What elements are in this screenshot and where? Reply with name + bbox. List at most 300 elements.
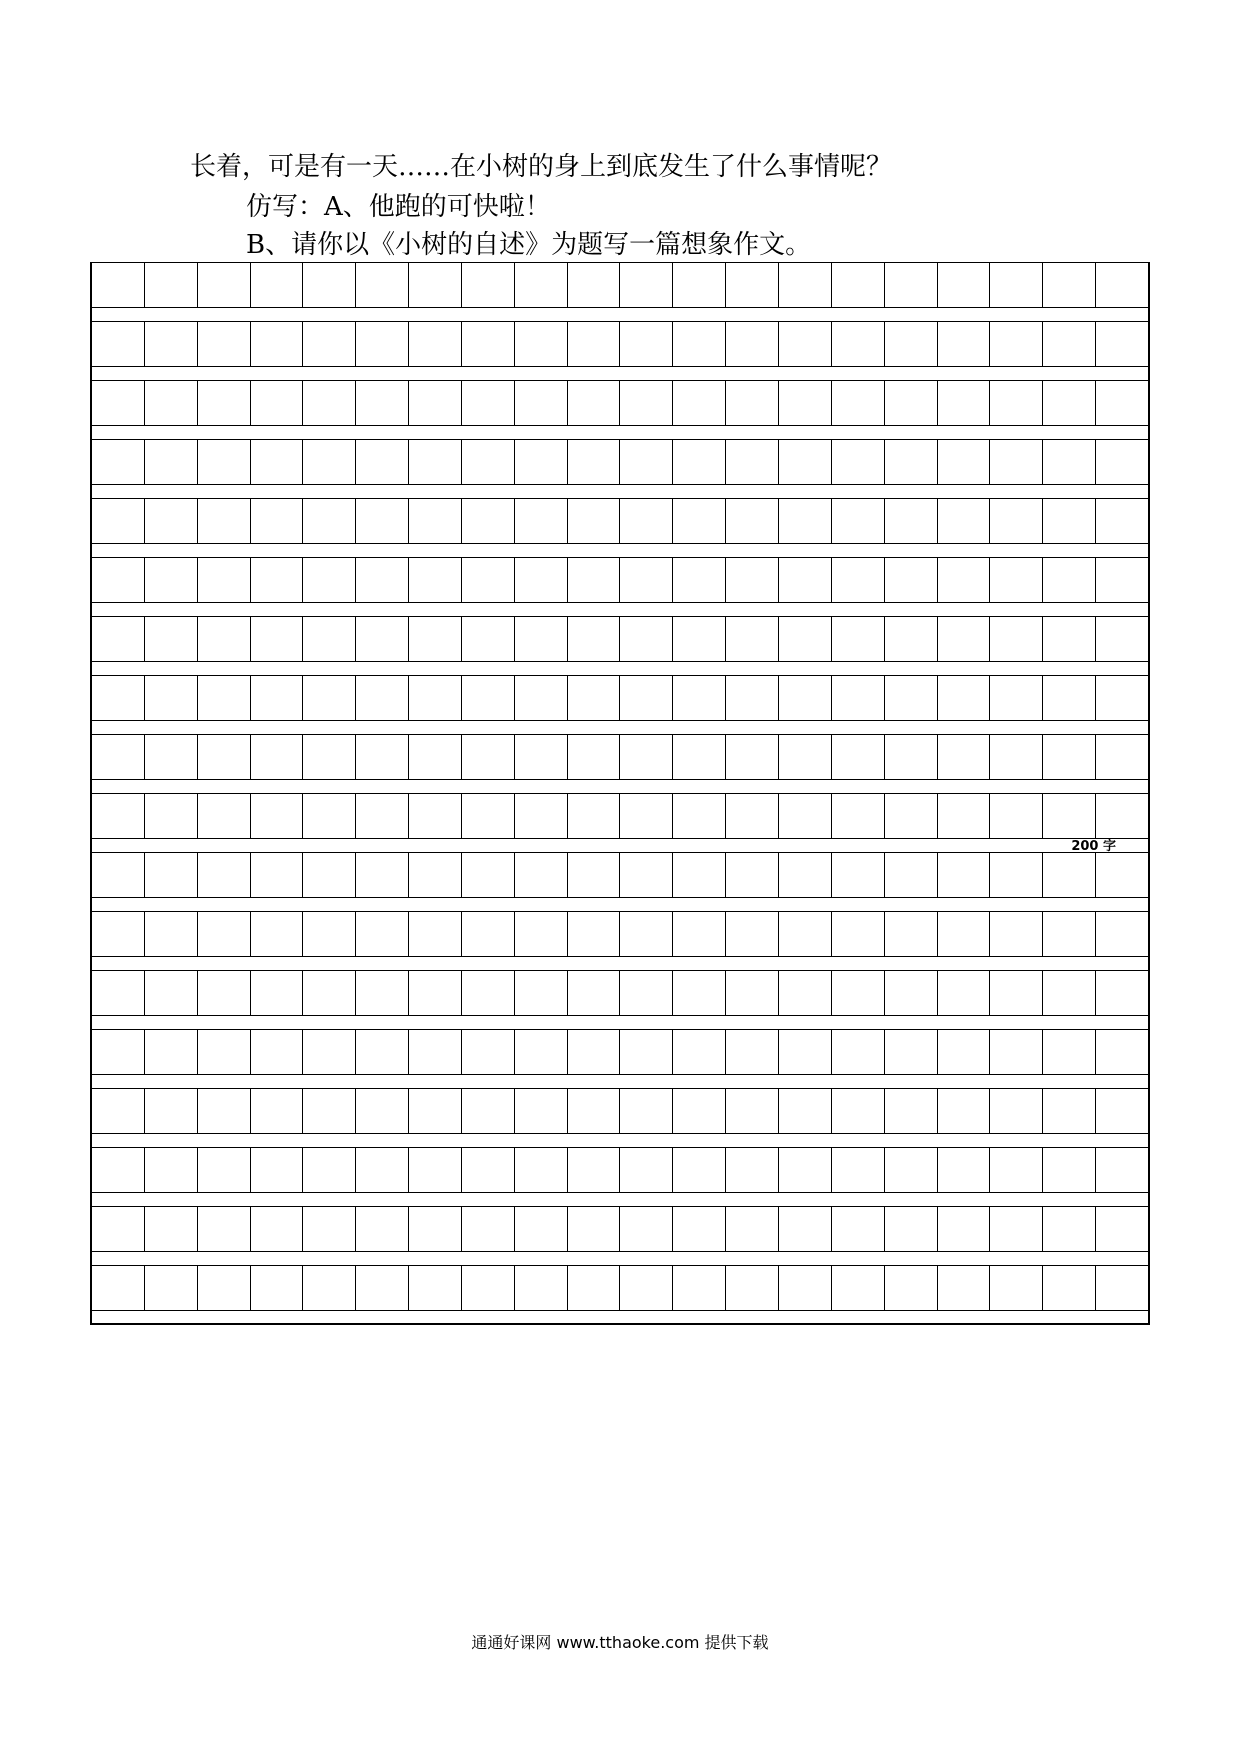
writing-cell[interactable] [1043, 1207, 1096, 1251]
writing-cell[interactable] [568, 499, 621, 543]
writing-cell[interactable] [673, 1148, 726, 1192]
writing-cell[interactable] [145, 263, 198, 307]
writing-cell[interactable] [198, 676, 251, 720]
writing-cell[interactable] [251, 735, 304, 779]
writing-cell[interactable] [620, 853, 673, 897]
writing-cell[interactable] [938, 1207, 991, 1251]
writing-cell[interactable] [568, 1030, 621, 1074]
writing-cell[interactable] [1043, 971, 1096, 1015]
writing-cell[interactable] [990, 853, 1043, 897]
writing-cell[interactable] [568, 676, 621, 720]
writing-cell[interactable] [92, 1148, 145, 1192]
writing-cell[interactable] [92, 1089, 145, 1133]
writing-cell[interactable] [620, 381, 673, 425]
writing-cell[interactable] [462, 912, 515, 956]
writing-cell[interactable] [726, 263, 779, 307]
writing-cell[interactable] [515, 381, 568, 425]
writing-cell[interactable] [145, 381, 198, 425]
writing-cell[interactable] [409, 1089, 462, 1133]
writing-cell[interactable] [1096, 735, 1148, 779]
writing-cell[interactable] [938, 676, 991, 720]
writing-cell[interactable] [726, 735, 779, 779]
writing-cell[interactable] [1096, 853, 1148, 897]
writing-cell[interactable] [356, 794, 409, 838]
writing-cell[interactable] [779, 853, 832, 897]
writing-cell[interactable] [1043, 735, 1096, 779]
writing-cell[interactable] [990, 1266, 1043, 1310]
writing-cell[interactable] [356, 676, 409, 720]
writing-cell[interactable] [303, 676, 356, 720]
writing-cell[interactable] [938, 853, 991, 897]
writing-cell[interactable] [462, 1148, 515, 1192]
writing-cell[interactable] [145, 617, 198, 661]
writing-cell[interactable] [779, 1207, 832, 1251]
writing-cell[interactable] [990, 617, 1043, 661]
writing-cell[interactable] [356, 1207, 409, 1251]
writing-cell[interactable] [990, 912, 1043, 956]
writing-cell[interactable] [726, 1030, 779, 1074]
writing-cell[interactable] [145, 676, 198, 720]
writing-cell[interactable] [779, 912, 832, 956]
writing-cell[interactable] [462, 676, 515, 720]
writing-cell[interactable] [303, 322, 356, 366]
composition-grid[interactable] [90, 262, 1152, 1325]
writing-cell[interactable] [515, 440, 568, 484]
writing-cell[interactable] [990, 263, 1043, 307]
writing-cell[interactable] [409, 971, 462, 1015]
writing-cell[interactable] [251, 440, 304, 484]
writing-cell[interactable] [726, 912, 779, 956]
writing-cell[interactable] [990, 735, 1043, 779]
writing-cell[interactable] [990, 558, 1043, 602]
writing-cell[interactable] [1043, 322, 1096, 366]
writing-cell[interactable] [251, 499, 304, 543]
writing-cell[interactable] [620, 1266, 673, 1310]
writing-cell[interactable] [832, 676, 885, 720]
writing-cell[interactable] [92, 1030, 145, 1074]
writing-cell[interactable] [462, 794, 515, 838]
writing-cell[interactable] [673, 499, 726, 543]
writing-cell[interactable] [779, 1266, 832, 1310]
writing-cell[interactable] [779, 558, 832, 602]
writing-cell[interactable] [251, 853, 304, 897]
writing-cell[interactable] [356, 617, 409, 661]
writing-cell[interactable] [673, 1207, 726, 1251]
writing-cell[interactable] [515, 1207, 568, 1251]
writing-cell[interactable] [303, 1148, 356, 1192]
writing-cell[interactable] [92, 499, 145, 543]
writing-cell[interactable] [515, 1030, 568, 1074]
writing-cell[interactable] [620, 499, 673, 543]
writing-cell[interactable] [1096, 1266, 1148, 1310]
writing-cell[interactable] [145, 735, 198, 779]
writing-cell[interactable] [726, 499, 779, 543]
writing-cell[interactable] [726, 617, 779, 661]
writing-cell[interactable] [620, 1089, 673, 1133]
writing-cell[interactable] [568, 794, 621, 838]
writing-cell[interactable] [515, 853, 568, 897]
writing-cell[interactable] [779, 735, 832, 779]
writing-cell[interactable] [568, 1089, 621, 1133]
writing-cell[interactable] [92, 558, 145, 602]
writing-cell[interactable] [885, 1030, 938, 1074]
writing-cell[interactable] [620, 263, 673, 307]
writing-cell[interactable] [409, 1148, 462, 1192]
writing-cell[interactable] [832, 853, 885, 897]
writing-cell[interactable] [990, 322, 1043, 366]
writing-cell[interactable] [779, 794, 832, 838]
writing-cell[interactable] [673, 322, 726, 366]
writing-cell[interactable] [832, 558, 885, 602]
writing-cell[interactable] [145, 1030, 198, 1074]
writing-cell[interactable] [251, 971, 304, 1015]
writing-cell[interactable] [990, 381, 1043, 425]
writing-cell[interactable] [990, 676, 1043, 720]
writing-cell[interactable] [1043, 381, 1096, 425]
writing-cell[interactable] [779, 381, 832, 425]
writing-cell[interactable] [673, 735, 726, 779]
writing-cell[interactable] [409, 912, 462, 956]
writing-cell[interactable] [779, 617, 832, 661]
writing-cell[interactable] [251, 1266, 304, 1310]
writing-cell[interactable] [515, 617, 568, 661]
writing-cell[interactable] [726, 322, 779, 366]
writing-cell[interactable] [303, 735, 356, 779]
writing-cell[interactable] [885, 1266, 938, 1310]
writing-cell[interactable] [726, 971, 779, 1015]
writing-cell[interactable] [1096, 912, 1148, 956]
writing-cell[interactable] [409, 263, 462, 307]
writing-cell[interactable] [1043, 558, 1096, 602]
writing-cell[interactable] [938, 1030, 991, 1074]
writing-cell[interactable] [198, 1030, 251, 1074]
writing-cell[interactable] [673, 263, 726, 307]
writing-cell[interactable] [885, 558, 938, 602]
writing-cell[interactable] [885, 971, 938, 1015]
writing-cell[interactable] [92, 263, 145, 307]
writing-cell[interactable] [515, 499, 568, 543]
writing-cell[interactable] [990, 1030, 1043, 1074]
writing-cell[interactable] [568, 912, 621, 956]
writing-cell[interactable] [726, 1266, 779, 1310]
writing-cell[interactable] [620, 1148, 673, 1192]
writing-cell[interactable] [251, 794, 304, 838]
writing-cell[interactable] [145, 1148, 198, 1192]
writing-cell[interactable] [990, 1207, 1043, 1251]
writing-cell[interactable] [462, 322, 515, 366]
writing-cell[interactable] [832, 440, 885, 484]
writing-cell[interactable] [145, 1089, 198, 1133]
writing-cell[interactable] [251, 912, 304, 956]
writing-cell[interactable] [409, 1207, 462, 1251]
writing-cell[interactable] [673, 1266, 726, 1310]
writing-cell[interactable] [779, 971, 832, 1015]
writing-cell[interactable] [885, 1207, 938, 1251]
writing-cell[interactable] [251, 1148, 304, 1192]
writing-cell[interactable] [620, 617, 673, 661]
writing-cell[interactable] [1043, 676, 1096, 720]
writing-cell[interactable] [1043, 617, 1096, 661]
writing-cell[interactable] [145, 971, 198, 1015]
writing-cell[interactable] [356, 322, 409, 366]
writing-cell[interactable] [726, 381, 779, 425]
writing-cell[interactable] [145, 794, 198, 838]
writing-cell[interactable] [462, 1266, 515, 1310]
writing-cell[interactable] [990, 1148, 1043, 1192]
writing-cell[interactable] [568, 440, 621, 484]
writing-cell[interactable] [673, 558, 726, 602]
writing-cell[interactable] [303, 440, 356, 484]
writing-cell[interactable] [1096, 971, 1148, 1015]
writing-cell[interactable] [92, 676, 145, 720]
writing-cell[interactable] [198, 912, 251, 956]
writing-cell[interactable] [251, 1089, 304, 1133]
writing-cell[interactable] [779, 1030, 832, 1074]
writing-cell[interactable] [832, 381, 885, 425]
writing-cell[interactable] [832, 912, 885, 956]
writing-cell[interactable] [990, 440, 1043, 484]
writing-cell[interactable] [145, 440, 198, 484]
writing-cell[interactable] [356, 263, 409, 307]
writing-cell[interactable] [885, 853, 938, 897]
writing-cell[interactable] [620, 676, 673, 720]
writing-cell[interactable] [198, 1266, 251, 1310]
writing-cell[interactable] [198, 971, 251, 1015]
writing-cell[interactable] [145, 1207, 198, 1251]
writing-cell[interactable] [885, 735, 938, 779]
writing-cell[interactable] [673, 617, 726, 661]
writing-cell[interactable] [92, 853, 145, 897]
writing-cell[interactable] [620, 794, 673, 838]
writing-cell[interactable] [356, 1148, 409, 1192]
writing-cell[interactable] [198, 853, 251, 897]
writing-cell[interactable] [938, 617, 991, 661]
writing-cell[interactable] [620, 322, 673, 366]
writing-cell[interactable] [515, 676, 568, 720]
writing-cell[interactable] [409, 676, 462, 720]
writing-cell[interactable] [198, 1148, 251, 1192]
writing-cell[interactable] [409, 440, 462, 484]
writing-cell[interactable] [145, 853, 198, 897]
writing-cell[interactable] [885, 1089, 938, 1133]
writing-cell[interactable] [356, 971, 409, 1015]
writing-cell[interactable] [620, 440, 673, 484]
writing-cell[interactable] [198, 499, 251, 543]
writing-cell[interactable] [462, 263, 515, 307]
writing-cell[interactable] [198, 617, 251, 661]
writing-cell[interactable] [1096, 676, 1148, 720]
writing-cell[interactable] [515, 263, 568, 307]
writing-cell[interactable] [303, 971, 356, 1015]
writing-cell[interactable] [409, 499, 462, 543]
writing-cell[interactable] [885, 1148, 938, 1192]
writing-cell[interactable] [92, 381, 145, 425]
writing-cell[interactable] [620, 971, 673, 1015]
writing-cell[interactable] [1043, 1030, 1096, 1074]
writing-cell[interactable] [92, 735, 145, 779]
writing-cell[interactable] [409, 735, 462, 779]
writing-cell[interactable] [1043, 440, 1096, 484]
writing-cell[interactable] [990, 1089, 1043, 1133]
writing-cell[interactable] [515, 971, 568, 1015]
writing-cell[interactable] [251, 1030, 304, 1074]
writing-cell[interactable] [462, 735, 515, 779]
writing-cell[interactable] [832, 322, 885, 366]
writing-cell[interactable] [515, 912, 568, 956]
writing-cell[interactable] [1096, 1148, 1148, 1192]
writing-cell[interactable] [568, 381, 621, 425]
writing-cell[interactable] [726, 676, 779, 720]
writing-cell[interactable] [832, 1148, 885, 1192]
writing-cell[interactable] [673, 1030, 726, 1074]
writing-cell[interactable] [1043, 1266, 1096, 1310]
writing-cell[interactable] [462, 971, 515, 1015]
writing-cell[interactable] [303, 381, 356, 425]
writing-cell[interactable] [832, 499, 885, 543]
writing-cell[interactable] [462, 617, 515, 661]
writing-cell[interactable] [620, 912, 673, 956]
writing-cell[interactable] [1043, 1148, 1096, 1192]
writing-cell[interactable] [1096, 263, 1148, 307]
writing-cell[interactable] [673, 676, 726, 720]
writing-cell[interactable] [92, 617, 145, 661]
writing-cell[interactable] [1043, 1089, 1096, 1133]
writing-cell[interactable] [885, 676, 938, 720]
writing-cell[interactable] [885, 440, 938, 484]
writing-cell[interactable] [1096, 558, 1148, 602]
writing-cell[interactable] [409, 322, 462, 366]
writing-cell[interactable] [885, 381, 938, 425]
writing-cell[interactable] [885, 322, 938, 366]
writing-cell[interactable] [515, 322, 568, 366]
writing-cell[interactable] [356, 381, 409, 425]
writing-cell[interactable] [303, 1030, 356, 1074]
writing-cell[interactable] [92, 794, 145, 838]
writing-cell[interactable] [885, 263, 938, 307]
writing-cell[interactable] [251, 676, 304, 720]
writing-cell[interactable] [409, 794, 462, 838]
writing-cell[interactable] [462, 499, 515, 543]
writing-cell[interactable] [515, 1148, 568, 1192]
writing-cell[interactable] [303, 617, 356, 661]
writing-cell[interactable] [1043, 912, 1096, 956]
writing-cell[interactable] [938, 971, 991, 1015]
writing-cell[interactable] [515, 735, 568, 779]
writing-cell[interactable] [938, 1266, 991, 1310]
writing-cell[interactable] [885, 912, 938, 956]
writing-cell[interactable] [1096, 1207, 1148, 1251]
writing-cell[interactable] [726, 440, 779, 484]
writing-cell[interactable] [409, 1030, 462, 1074]
writing-cell[interactable] [1096, 499, 1148, 543]
writing-cell[interactable] [673, 912, 726, 956]
writing-cell[interactable] [832, 1030, 885, 1074]
writing-cell[interactable] [832, 794, 885, 838]
writing-cell[interactable] [356, 440, 409, 484]
writing-cell[interactable] [938, 440, 991, 484]
writing-cell[interactable] [832, 263, 885, 307]
writing-cell[interactable] [832, 617, 885, 661]
writing-cell[interactable] [303, 1207, 356, 1251]
writing-cell[interactable] [885, 499, 938, 543]
writing-cell[interactable] [356, 499, 409, 543]
writing-cell[interactable] [1096, 381, 1148, 425]
writing-cell[interactable] [515, 1089, 568, 1133]
writing-cell[interactable] [938, 735, 991, 779]
writing-cell[interactable] [938, 499, 991, 543]
writing-cell[interactable] [673, 440, 726, 484]
writing-cell[interactable] [251, 558, 304, 602]
writing-cell[interactable] [409, 617, 462, 661]
writing-cell[interactable] [92, 1207, 145, 1251]
writing-cell[interactable] [938, 263, 991, 307]
writing-cell[interactable] [145, 322, 198, 366]
writing-cell[interactable] [990, 794, 1043, 838]
writing-cell[interactable] [832, 1207, 885, 1251]
writing-cell[interactable] [92, 971, 145, 1015]
writing-cell[interactable] [303, 263, 356, 307]
writing-cell[interactable] [779, 440, 832, 484]
writing-cell[interactable] [938, 1089, 991, 1133]
writing-cell[interactable] [409, 381, 462, 425]
writing-cell[interactable] [145, 558, 198, 602]
writing-cell[interactable] [462, 1207, 515, 1251]
writing-cell[interactable] [673, 794, 726, 838]
writing-cell[interactable] [938, 558, 991, 602]
writing-cell[interactable] [145, 499, 198, 543]
writing-cell[interactable] [1096, 794, 1148, 838]
writing-cell[interactable] [673, 1089, 726, 1133]
writing-cell[interactable] [356, 853, 409, 897]
writing-cell[interactable] [462, 853, 515, 897]
writing-cell[interactable] [198, 1207, 251, 1251]
writing-cell[interactable] [779, 322, 832, 366]
writing-cell[interactable] [198, 381, 251, 425]
writing-cell[interactable] [1043, 853, 1096, 897]
writing-cell[interactable] [198, 440, 251, 484]
writing-cell[interactable] [938, 912, 991, 956]
writing-cell[interactable] [726, 558, 779, 602]
writing-cell[interactable] [568, 558, 621, 602]
writing-cell[interactable] [568, 971, 621, 1015]
writing-cell[interactable] [303, 1089, 356, 1133]
writing-cell[interactable] [673, 381, 726, 425]
writing-cell[interactable] [515, 558, 568, 602]
writing-cell[interactable] [462, 1030, 515, 1074]
writing-cell[interactable] [620, 1030, 673, 1074]
writing-cell[interactable] [779, 499, 832, 543]
writing-cell[interactable] [145, 1266, 198, 1310]
writing-cell[interactable] [251, 263, 304, 307]
writing-cell[interactable] [938, 1148, 991, 1192]
writing-cell[interactable] [568, 853, 621, 897]
writing-cell[interactable] [1096, 440, 1148, 484]
writing-cell[interactable] [409, 853, 462, 897]
writing-cell[interactable] [198, 558, 251, 602]
writing-cell[interactable] [356, 1089, 409, 1133]
writing-cell[interactable] [1043, 263, 1096, 307]
writing-cell[interactable] [568, 263, 621, 307]
writing-cell[interactable] [885, 617, 938, 661]
writing-cell[interactable] [409, 1266, 462, 1310]
writing-cell[interactable] [673, 971, 726, 1015]
writing-cell[interactable] [409, 558, 462, 602]
writing-cell[interactable] [1096, 1030, 1148, 1074]
writing-cell[interactable] [92, 322, 145, 366]
writing-cell[interactable] [938, 381, 991, 425]
writing-cell[interactable] [198, 794, 251, 838]
writing-cell[interactable] [515, 1266, 568, 1310]
